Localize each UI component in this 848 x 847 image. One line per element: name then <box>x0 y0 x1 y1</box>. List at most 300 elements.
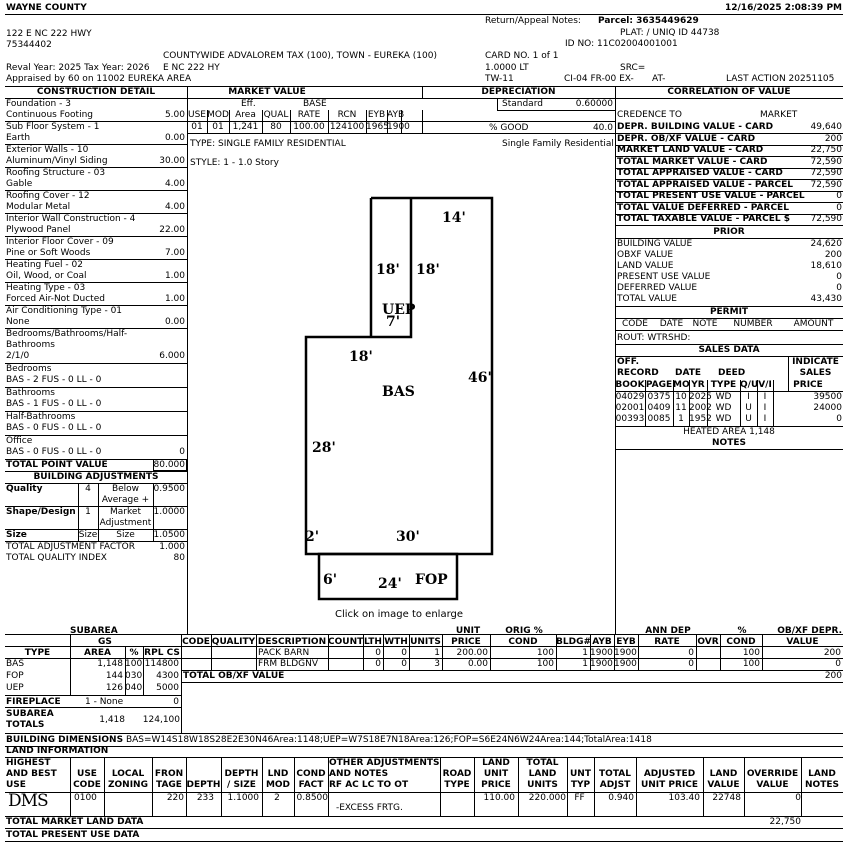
sales-header-cell: TYPE <box>710 380 737 390</box>
heated-area: HEATED AREA 1,148 <box>683 427 775 437</box>
quality-code: 4 <box>85 484 91 494</box>
obxf-cell: 1900 <box>614 659 637 669</box>
land-header-cell: LAND <box>709 769 738 779</box>
parcel-number: Parcel: 3635449629 <box>598 16 699 26</box>
sales-header-cell: V/I <box>758 380 772 390</box>
building-dimensions: BUILDING DIMENSIONS BAS=W14S18W18S28E2E30N46Area:1148;UEP=W7S18E7N18Area:126;FOP=S6E24N6W24Area:144;TotalArea:1418 <box>6 735 652 745</box>
sketch-label-2: 2' <box>305 529 320 545</box>
subarea-totals-label-2: TOTALS <box>6 720 45 730</box>
prior-title: PRIOR <box>713 227 745 237</box>
last-action: LAST ACTION 20251105 <box>726 74 835 84</box>
construction-item-value: 30.00 <box>159 156 185 166</box>
obxf-cell: 200.00 <box>456 648 488 658</box>
market-data-cell: 1965 <box>366 122 389 132</box>
land-total-units: 220.000 <box>528 793 566 803</box>
subarea-cell: UEP <box>6 683 24 693</box>
at-field: AT- <box>652 74 666 84</box>
sketch-label-46: 46' <box>468 370 492 386</box>
bathrooms-label: Bathrooms <box>6 388 55 398</box>
market-data-cell: 01 <box>191 122 203 132</box>
card-number: CARD NO. 1 of 1 <box>485 51 559 61</box>
sales-cell: 0409 <box>647 403 671 413</box>
quality-label: Quality <box>6 484 43 494</box>
indicate-label: INDICATE <box>792 357 839 367</box>
permit-header-cell: AMOUNT <box>793 319 834 329</box>
sales-header-cell: Q/U <box>740 380 759 390</box>
prior-value: 200 <box>824 250 842 260</box>
size-desc: Size <box>116 530 135 540</box>
sales-cell: 0 <box>836 414 842 424</box>
land-header-cell: USE <box>6 780 26 790</box>
market-header-cell: RCN <box>337 110 357 120</box>
land-header-cell: DEPTH <box>224 769 259 779</box>
subarea-total-area: 1,418 <box>99 715 125 725</box>
obxf-cell: 0 <box>401 659 407 669</box>
sales-cell: 1952 <box>689 414 712 424</box>
obxf-cell: 0 <box>835 659 841 669</box>
land-header-cell: USE <box>77 769 97 779</box>
obxf-header-cell: VALUE <box>786 637 819 647</box>
prior-label: LAND VALUE <box>617 261 674 271</box>
subarea-title: SUBAREA <box>70 626 118 636</box>
obxf-cell: 1 <box>582 659 588 669</box>
sales-cell: I <box>763 403 767 413</box>
construction-item-desc: None <box>6 317 30 327</box>
obxf-header-cell: COND <box>726 637 756 647</box>
land-header-cell: FRON <box>154 769 184 779</box>
deed-label: DEED <box>718 368 746 378</box>
correlation-label: TOTAL TAXABLE VALUE - PARCEL $ <box>617 214 790 224</box>
sketch-label-7: 7' <box>386 314 401 330</box>
subarea-cell: 114800 <box>144 659 179 669</box>
sales-label: SALES <box>799 368 832 378</box>
quality-desc: Below Average + <box>101 484 150 505</box>
construction-item-label: Exterior Walls - 10 <box>6 145 89 155</box>
market-label: MARKET <box>760 110 798 120</box>
office-label: Office <box>6 436 33 446</box>
obxf-cell: 0 <box>401 648 407 658</box>
rout: ROUT: WTRSHD: <box>617 333 691 343</box>
subarea-cell: 100 <box>125 659 143 669</box>
sales-cell: 1 <box>678 414 684 424</box>
sales-cell: 0375 <box>647 392 671 402</box>
land-header-cell: PRICE <box>481 780 511 790</box>
subarea-total-rpl: 124,100 <box>142 715 180 725</box>
prior-value: 0 <box>836 283 842 293</box>
construction-item-desc: Plywood Panel <box>6 225 71 235</box>
construction-item-desc: Continuous Footing <box>6 110 94 120</box>
subarea-header-cell: RPL CS <box>144 648 180 658</box>
obxf-depr-label: OB/XF DEPR. <box>777 626 842 636</box>
obxf-header-cell: QUALITY <box>211 637 256 647</box>
subarea-cell: 4300 <box>156 671 179 681</box>
land-header-cell: LAND <box>808 769 836 779</box>
land-unit-price: 110.00 <box>483 793 515 803</box>
sketch-label-24: 24' <box>378 576 402 592</box>
orig-label: ORIG % <box>505 626 543 636</box>
sales-cell: U <box>745 403 752 413</box>
sales-header-cell: MO <box>673 380 690 390</box>
obxf-header-cell: CODE <box>182 637 210 647</box>
land-value: 22748 <box>712 793 741 803</box>
subarea-cell: 126 <box>105 683 123 693</box>
permit-header-cell: CODE <box>622 319 648 329</box>
total-market-land: TOTAL MARKET LAND DATA <box>6 817 144 827</box>
obxf-header-cell: UNITS <box>410 637 441 647</box>
land-adjusted-price: 103.40 <box>668 793 700 803</box>
sketch-label-18c: 18' <box>349 349 373 365</box>
sketch-label-fop: FOP <box>415 572 448 588</box>
land-header-cell: TOTAL <box>526 758 559 768</box>
correlation-value: 72,590 <box>810 168 842 178</box>
credence-label: CREDENCE TO <box>617 110 682 120</box>
obxf-cell: 0.00 <box>467 659 488 669</box>
land-header-cell: NOTES <box>805 780 839 790</box>
obxf-cell: 1 <box>582 648 588 658</box>
subarea-cell: BAS <box>6 659 25 669</box>
obxf-cell: 0 <box>375 648 381 658</box>
construction-item-value: 4.00 <box>164 179 185 189</box>
correlation-label: TOTAL PRESENT USE VALUE - PARCEL <box>617 191 805 201</box>
total-present-use: TOTAL PRESENT USE DATA <box>6 830 140 840</box>
total-market-land-value: 22,750 <box>769 817 801 827</box>
land-override: 0 <box>795 793 801 803</box>
building-style: STYLE: 1 - 1.0 Story <box>190 158 279 168</box>
sales-cell: 39500 <box>813 392 842 402</box>
obxf-header-cell: DESCRIPTION <box>257 637 327 647</box>
market-header-cell: USE <box>188 110 206 120</box>
sketch-label-28: 28' <box>312 440 336 456</box>
construction-item-desc: Aluminum/Vinyl Siding <box>6 156 108 166</box>
ci-fr-ex: CI-04 FR-00 EX- <box>564 74 634 84</box>
id-number: ID NO: 11C02004001001 <box>565 39 678 49</box>
construction-item-desc: Modular Metal <box>6 202 71 212</box>
land-frontage: 220 <box>166 793 184 803</box>
obxf-cell: 1900 <box>590 659 613 669</box>
total-adjustment-value: 1.000 <box>159 542 185 552</box>
correlation-value: 72,590 <box>810 156 842 167</box>
land-header-cell: CODE <box>73 780 101 790</box>
construction-item-value: 5.00 <box>164 110 185 120</box>
prior-label: BUILDING VALUE <box>617 239 693 249</box>
shape-label: Shape/Design <box>6 507 76 517</box>
market-data-cell: 124100 <box>329 122 365 132</box>
gs-label: GS <box>98 637 112 647</box>
bedbath-label: Bedrooms/Bathrooms/Half- <box>6 329 128 339</box>
construction-item-label: Sub Floor System - 1 <box>6 122 100 132</box>
good-label: % GOOD <box>489 123 529 133</box>
obxf-cell: 200 <box>823 648 841 658</box>
bathrooms-value: BAS - 1 FUS - 0 LL - 0 <box>6 399 102 409</box>
land-header-cell: ADJUSTED <box>643 769 696 779</box>
src-field: SRC= <box>620 63 646 73</box>
land-header-cell: HIGHEST <box>6 758 51 768</box>
record-label: RECORD <box>617 368 659 378</box>
obxf-header-cell: WTH <box>384 637 408 647</box>
correlation-label: TOTAL MARKET VALUE - CARD <box>617 156 768 167</box>
correlation-value: 0 <box>836 202 842 213</box>
construction-item-desc: Earth <box>6 133 31 143</box>
sfr-label: Single Family Residential <box>502 139 614 149</box>
sketch-label-30: 30' <box>396 529 420 545</box>
sales-cell: I <box>763 414 767 424</box>
ann-dep-label: ANN DEP <box>645 626 691 636</box>
sales-cell: 0085 <box>647 414 671 424</box>
land-total-adjst: 0.940 <box>608 793 634 803</box>
market-data-cell: 1,241 <box>232 122 259 132</box>
sketch-label-18b: 18' <box>416 262 440 278</box>
sales-cell: WD <box>715 392 732 402</box>
bedrooms-label: Bedrooms <box>6 364 52 374</box>
land-header-cell: DEPTH <box>186 780 221 790</box>
land-header-cell: OTHER ADJUSTMENTS <box>329 758 440 768</box>
sales-cell: 2002 <box>689 403 712 413</box>
half-bath-label: Half-Bathrooms <box>6 412 76 422</box>
market-header-cell: QUAL <box>263 110 289 120</box>
print-datetime: 12/16/2025 2:08:39 PM <box>725 3 842 13</box>
bedbath-label-2: Bathrooms <box>6 340 55 350</box>
quality-factor: 0.9500 <box>153 484 185 494</box>
market-header-cell: MOD <box>207 110 229 120</box>
land-header-cell: LAND <box>528 769 557 779</box>
construction-item-label: Heating Fuel - 02 <box>6 260 83 270</box>
obxf-cell: 0 <box>688 659 694 669</box>
sales-cell: 24000 <box>813 403 842 413</box>
shape-code: 1 <box>85 507 91 517</box>
sketch-label-6: 6' <box>323 572 338 588</box>
construction-item-desc: Pine or Soft Woods <box>6 248 91 258</box>
obxf-header-cell: PRICE <box>451 637 481 647</box>
return-appeal-notes: Return/Appeal Notes: <box>485 16 581 26</box>
land-header-cell: TYPE <box>444 780 470 790</box>
sales-data-title: SALES DATA <box>698 345 760 355</box>
construction-item-label: Interior Floor Cover - 09 <box>6 237 114 247</box>
obxf-cell: 100 <box>536 659 554 669</box>
obxf-header-cell: COUNT <box>328 637 364 647</box>
subarea-cell: 040 <box>125 683 143 693</box>
sales-cell: I <box>747 392 750 402</box>
excess-frtg: -EXCESS FRTG. <box>336 803 403 813</box>
subarea-header-cell: % <box>129 648 139 658</box>
eff-label: Eff. <box>241 99 256 109</box>
land-header-cell: UNIT <box>483 769 509 779</box>
plat-uniq-id: PLAT: / UNIQ ID 44738 <box>620 28 720 38</box>
sales-cell: I <box>763 392 767 402</box>
off-label: OFF. <box>617 357 640 367</box>
bedrooms-value: BAS - 2 FUS - 0 LL - 0 <box>6 375 102 385</box>
obxf-cell: 100 <box>742 659 760 669</box>
obxf-cell: 100 <box>742 648 760 658</box>
prior-label: PRESENT USE VALUE <box>617 272 711 282</box>
fireplace-label: FIREPLACE <box>6 697 61 707</box>
land-header-cell: UNIT PRICE <box>640 780 699 790</box>
date-label: DATE <box>675 368 702 378</box>
land-information-title: LAND INFORMATION <box>6 746 109 756</box>
land-header-cell: AND BEST <box>6 769 57 779</box>
sales-cell: 11 <box>675 403 687 413</box>
pct-label: % <box>737 626 747 636</box>
correlation-label: TOTAL APPRAISED VALUE - CARD <box>617 168 783 178</box>
base-label: BASE <box>303 99 327 109</box>
enlarge-link[interactable]: Click on image to enlarge <box>335 609 464 620</box>
obxf-cell: PACK BARN <box>258 648 310 658</box>
land-header-cell: LAND <box>482 758 510 768</box>
sales-cell: 00393 <box>615 414 645 424</box>
lot-size: 1.0000 LT <box>485 63 529 73</box>
sales-cell: U <box>745 414 752 424</box>
fireplace-desc: 1 - None <box>85 697 124 707</box>
prior-label: DEFERRED VALUE <box>617 283 698 293</box>
obxf-header-cell: AYB <box>592 637 612 647</box>
sales-header-cell: YR <box>691 380 705 390</box>
land-header-cell: / SIZE <box>227 780 256 790</box>
office-value: BAS - 0 FUS - 0 LL - 0 <box>6 447 102 457</box>
construction-item-label: Heating Type - 03 <box>6 283 86 293</box>
land-use-code: 0100 <box>74 793 97 803</box>
land-header-cell: LND <box>267 769 289 779</box>
land-size: 1.1000 <box>227 793 259 803</box>
land-header-cell: MOD <box>265 780 291 790</box>
appraised-by: Appraised by 60 on 11002 EUREKA AREA <box>6 74 192 84</box>
land-header-cell: OVERRIDE <box>746 769 799 779</box>
land-header-cell: VALUE <box>756 780 789 790</box>
sketch-label-14: 14' <box>442 210 466 226</box>
notes-title: NOTES <box>712 438 746 448</box>
address-line-2: 75344402 <box>6 40 52 50</box>
total-quality-value: 80 <box>173 553 185 563</box>
reval-year: Reval Year: 2025 Tax Year: 2026 <box>6 63 150 73</box>
permit-header-cell: DATE <box>659 319 684 329</box>
land-header-cell: LOCAL <box>111 769 145 779</box>
construction-item-label: Foundation - 3 <box>6 99 71 109</box>
obxf-cell: FRM BLDGNV <box>258 659 319 669</box>
total-point-value: 80.000 <box>153 460 185 470</box>
construction-item-label: Air Conditioning Type - 01 <box>6 306 123 316</box>
prior-value: 43,430 <box>810 294 842 304</box>
half-bath-value: BAS - 0 FUS - 0 LL - 0 <box>6 423 102 433</box>
obxf-total-label: TOTAL OB/XF VALUE <box>183 671 285 681</box>
land-depth: 233 <box>196 793 214 803</box>
prior-label: TOTAL VALUE <box>617 294 677 304</box>
market-data-cell: 1900 <box>387 122 410 132</box>
sales-cell: 02001 <box>615 403 645 413</box>
obxf-total-value: 200 <box>824 671 842 681</box>
land-header-cell: ADJST <box>599 780 631 790</box>
obxf-header-cell: COND <box>508 637 538 647</box>
land-header-cell: AND NOTES <box>329 769 389 779</box>
standard-value: 0.60000 <box>575 99 613 109</box>
obxf-header-cell: EYB <box>616 637 636 647</box>
bedbath-desc: 2/1/0 <box>6 351 30 361</box>
land-header-cell: FACT <box>298 780 324 790</box>
construction-item-desc: Forced Air-Not Ducted <box>6 294 105 304</box>
construction-item-value: 1.00 <box>164 271 185 281</box>
land-header-cell: COND <box>296 769 326 779</box>
construction-item-value: 22.00 <box>159 225 185 235</box>
construction-item-desc: Oil, Wood, or Coal <box>6 271 87 281</box>
obxf-header-cell: OVR <box>697 637 719 647</box>
prior-value: 18,610 <box>810 261 842 271</box>
fireplace-value: 0 <box>173 697 179 707</box>
correlation-label: MARKET LAND VALUE - CARD <box>617 145 764 155</box>
construction-item-value: 1.00 <box>164 294 185 304</box>
subarea-header-cell: TYPE <box>24 648 51 658</box>
correlation-label: DEPR. OB/XF VALUE - CARD <box>617 133 756 144</box>
market-header-cell: AYB <box>387 110 405 120</box>
land-header-cell: RF AC LC TO OT <box>329 780 409 790</box>
total-point-label: TOTAL POINT VALUE <box>6 460 108 470</box>
correlation-label: TOTAL VALUE DEFERRED - PARCEL <box>617 202 789 213</box>
prior-value: 24,620 <box>810 239 842 249</box>
standard-label: Standard <box>502 99 543 109</box>
sales-cell: WD <box>715 414 732 424</box>
obxf-header-cell: BLDG# <box>556 637 591 647</box>
subarea-cell: 1,148 <box>97 659 123 669</box>
correlation-title: CORRELATION OF VALUE <box>667 87 791 97</box>
obxf-cell: 1900 <box>614 648 637 658</box>
office-count: 0 <box>179 447 185 457</box>
sales-cell: 04029 <box>615 392 645 402</box>
construction-detail-title: CONSTRUCTION DETAIL <box>36 87 156 97</box>
sales-header-cell: PRICE <box>793 380 823 390</box>
market-header-cell: EYB <box>367 110 386 120</box>
sketch-label-18a: 18' <box>376 262 400 278</box>
sketch-label-bas: BAS <box>382 384 415 400</box>
construction-item-value: 7.00 <box>164 248 185 258</box>
land-mod: 2 <box>274 793 280 803</box>
correlation-value: 22,750 <box>810 145 842 155</box>
total-quality-label: TOTAL QUALITY INDEX <box>6 553 107 563</box>
correlation-label: DEPR. BUILDING VALUE - CARD <box>617 122 774 132</box>
building-adjustments-title: BUILDING ADJUSTMENTS <box>33 472 159 482</box>
county-name: WAYNE COUNTY <box>6 3 87 13</box>
unit-label: UNIT <box>455 626 481 636</box>
subarea-header-cell: AREA <box>83 648 111 658</box>
township: TW-11 <box>485 74 514 84</box>
sales-cell: WD <box>715 403 732 413</box>
building-type: TYPE: SINGLE FAMILY RESIDENTIAL <box>190 139 346 149</box>
size-label: Size <box>6 530 27 540</box>
correlation-value: 0 <box>836 191 842 201</box>
correlation-value: 72,590 <box>810 214 842 224</box>
sales-header-cell: PAGE <box>645 380 673 390</box>
land-header-cell: VALUE <box>707 780 740 790</box>
obxf-cell: 0 <box>375 659 381 669</box>
construction-item-label: Roofing Cover - 12 <box>6 191 90 201</box>
land-header-cell: TYP <box>570 780 591 790</box>
sales-header-cell: BOOK <box>615 380 645 390</box>
depreciation-title: DEPRECIATION <box>481 87 556 97</box>
land-header-cell: UNT <box>570 769 591 779</box>
market-header-cell: RATE <box>297 110 321 120</box>
market-data-cell: 01 <box>212 122 224 132</box>
land-cond: 0.8500 <box>296 793 328 803</box>
subarea-cell: 5000 <box>156 683 179 693</box>
land-header-cell: TAGE <box>156 780 182 790</box>
correlation-value: 72,590 <box>810 179 842 190</box>
tax-district: COUNTYWIDE ADVALOREM TAX (100), TOWN - EUREKA (100) <box>163 51 437 61</box>
shape-desc: Market Adjustment <box>99 507 152 528</box>
permit-header-cell: NOTE <box>692 319 718 329</box>
obxf-header-cell: RATE <box>654 637 680 647</box>
obxf-cell: 100 <box>536 648 554 658</box>
subarea-cell: 144 <box>105 671 123 681</box>
construction-item-desc: Gable <box>6 179 33 189</box>
construction-item-value: 0.00 <box>164 317 185 327</box>
correlation-value: 49,640 <box>810 122 842 132</box>
obxf-header-cell: LTH <box>364 637 382 647</box>
market-value-title: MARKET VALUE <box>228 87 306 97</box>
